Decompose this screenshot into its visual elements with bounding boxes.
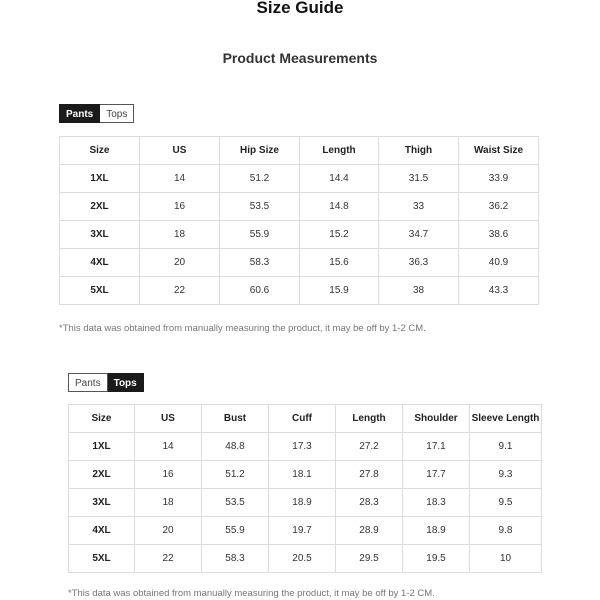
table-cell: 18.3 [403, 489, 470, 517]
table-cell: 2XL [60, 193, 140, 221]
table-header-row [60, 137, 539, 165]
tab-tops[interactable]: Tops [100, 104, 134, 123]
table-cell: 51.2 [202, 461, 269, 489]
table-cell: 15.2 [300, 221, 379, 249]
pants-size-table [59, 136, 539, 305]
table-cell: 9.5 [470, 489, 542, 517]
tab-pants[interactable]: Pants [68, 373, 108, 392]
table-cell: 14 [140, 165, 220, 193]
table-cell: 22 [140, 277, 220, 305]
table-cell: 20 [135, 517, 202, 545]
table-cell: 36.2 [459, 193, 539, 221]
table-row [60, 193, 539, 221]
table-cell: 40.9 [459, 249, 539, 277]
table-cell: 17.3 [269, 433, 336, 461]
column-header: Shoulder [403, 405, 470, 433]
table-cell: 3XL [60, 221, 140, 249]
table-cell: 15.9 [300, 277, 379, 305]
table-row [69, 461, 542, 489]
table-cell: 9.8 [470, 517, 542, 545]
table-cell: 3XL [69, 489, 135, 517]
table-cell: 60.6 [220, 277, 300, 305]
table-cell: 17.1 [403, 433, 470, 461]
column-header: US [135, 405, 202, 433]
table-cell: 15.6 [300, 249, 379, 277]
table-cell: 20 [140, 249, 220, 277]
table-cell: 19.7 [269, 517, 336, 545]
table-cell: 18 [135, 489, 202, 517]
page-title: Size Guide [256, 0, 344, 17]
table-cell: 55.9 [220, 221, 300, 249]
table-row [69, 433, 542, 461]
table-cell: 38.6 [459, 221, 539, 249]
tab-pants[interactable]: Pants [59, 104, 100, 123]
table-cell: 9.1 [470, 433, 542, 461]
measurement-note: *This data was obtained from manually measuring the product, it may be off by 1-2 CM. [68, 588, 435, 599]
table-cell: 14.8 [300, 193, 379, 221]
table-header-row [69, 405, 542, 433]
table-row [60, 277, 539, 305]
column-header: Size [69, 405, 135, 433]
table-cell: 18.9 [403, 517, 470, 545]
table-cell: 34.7 [379, 221, 459, 249]
column-header: Sleeve Length [470, 405, 542, 433]
table-cell: 19.5 [403, 545, 470, 573]
table-cell: 53.5 [220, 193, 300, 221]
table-cell: 51.2 [220, 165, 300, 193]
table-cell: 38 [379, 277, 459, 305]
column-header: US [140, 137, 220, 165]
column-header: Cuff [269, 405, 336, 433]
pants-table-tabs [59, 104, 134, 123]
table-cell: 17.7 [403, 461, 470, 489]
table-cell: 55.9 [202, 517, 269, 545]
table-row [69, 517, 542, 545]
column-header: Length [336, 405, 403, 433]
table-row [60, 249, 539, 277]
table-cell: 16 [135, 461, 202, 489]
table-cell: 27.2 [336, 433, 403, 461]
table-cell: 28.3 [336, 489, 403, 517]
table-cell: 36.3 [379, 249, 459, 277]
table-cell: 16 [140, 193, 220, 221]
table-cell: 43.3 [459, 277, 539, 305]
table-cell: 18.9 [269, 489, 336, 517]
table-cell: 22 [135, 545, 202, 573]
table-cell: 1XL [60, 165, 140, 193]
table-cell: 2XL [69, 461, 135, 489]
tops-size-table [68, 404, 542, 573]
table-row [60, 221, 539, 249]
table-cell: 28.9 [336, 517, 403, 545]
table-cell: 14.4 [300, 165, 379, 193]
table-cell: 29.5 [336, 545, 403, 573]
column-header: Length [300, 137, 379, 165]
table-row [69, 545, 542, 573]
table-cell: 4XL [60, 249, 140, 277]
table-row [69, 489, 542, 517]
column-header: Bust [202, 405, 269, 433]
table-cell: 20.5 [269, 545, 336, 573]
column-header: Thigh [379, 137, 459, 165]
table-cell: 31.5 [379, 165, 459, 193]
table-cell: 10 [470, 545, 542, 573]
table-cell: 58.3 [220, 249, 300, 277]
tab-tops[interactable]: Tops [108, 373, 144, 392]
table-cell: 18.1 [269, 461, 336, 489]
table-cell: 33.9 [459, 165, 539, 193]
tops-table-tabs [68, 373, 144, 392]
table-row [60, 165, 539, 193]
table-cell: 5XL [60, 277, 140, 305]
column-header: Hip Size [220, 137, 300, 165]
table-cell: 58.3 [202, 545, 269, 573]
measurement-note: *This data was obtained from manually measuring the product, it may be off by 1-2 CM. [59, 323, 426, 334]
table-cell: 5XL [69, 545, 135, 573]
table-cell: 53.5 [202, 489, 269, 517]
column-header: Waist Size [459, 137, 539, 165]
table-cell: 1XL [69, 433, 135, 461]
section-title: Product Measurements [222, 50, 378, 66]
table-cell: 27.8 [336, 461, 403, 489]
table-cell: 48.8 [202, 433, 269, 461]
table-cell: 9.3 [470, 461, 542, 489]
table-cell: 18 [140, 221, 220, 249]
table-cell: 14 [135, 433, 202, 461]
table-cell: 4XL [69, 517, 135, 545]
column-header: Size [60, 137, 140, 165]
table-cell: 33 [379, 193, 459, 221]
